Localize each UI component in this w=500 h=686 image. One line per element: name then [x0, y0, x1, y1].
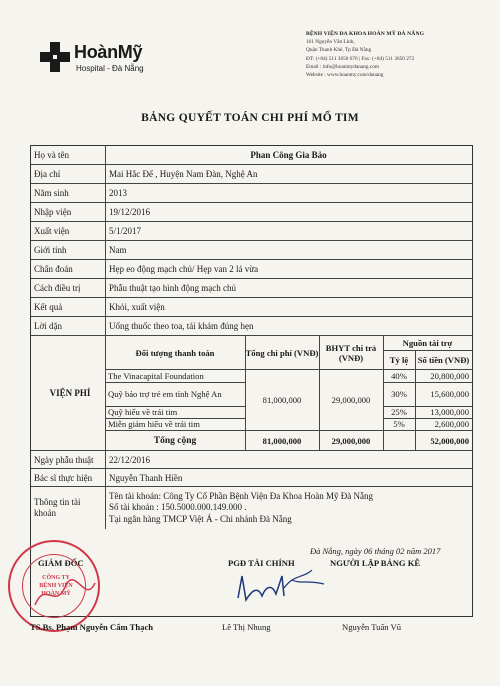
col-sponsor: Nguồn tài trợ [402, 338, 453, 348]
address-label: Địa chỉ [34, 169, 61, 179]
result-label: Kết quả [34, 302, 63, 312]
total-cost-value: 81,000,000 [262, 394, 302, 405]
cross-logo-icon [40, 42, 70, 72]
row-surgery-date [31, 451, 472, 469]
discharge-value: 5/1/2017 [109, 226, 142, 236]
result-value: Khỏi, xuất viện [109, 302, 165, 312]
sponsor-rate-4: 5% [393, 419, 405, 429]
admit-value: 19/12/2016 [109, 207, 151, 217]
finance-signature [232, 566, 332, 610]
hospital-address-1: 161 Nguyễn Văn Linh, [306, 39, 355, 46]
sum-label: Tổng cộng [153, 435, 197, 446]
doctor-value: Nguyễn Thanh Hiền [109, 472, 183, 483]
director-name: TS.Bs. Phạm Nguyễn Cẩm Thạch [30, 622, 154, 632]
hospital-email: Email : info@hoanmydanang.com [306, 63, 379, 70]
director-title: GIÁM ĐỐC [38, 558, 84, 568]
admit-label: Nhập viện [34, 207, 72, 217]
col-bhyt: BHYT chi trả (VNĐ) [325, 342, 377, 363]
sum-total: 81,000,000 [262, 435, 302, 446]
sponsor-rate-3: 25% [391, 407, 407, 417]
advice-value: Uống thuốc theo toa, tái khám đúng hẹn [109, 321, 254, 331]
sign-date: Đà Nẵng, ngày 06 tháng 02 năm 2017 [310, 546, 441, 556]
fees-label: VIỆN PHÍ [49, 388, 91, 398]
logo-subtitle: Hospital - Đà Nẵng [76, 64, 144, 73]
col-amount: Số tiền (VNĐ) [417, 354, 470, 365]
maker-title: NGƯỜI LẬP BẢNG KÊ [330, 558, 421, 568]
row-discharge [31, 222, 472, 241]
birth-value: 2013 [109, 188, 127, 198]
gender-value: Nam [109, 245, 127, 255]
hospital-logo [40, 40, 160, 80]
finance-title: PGĐ TÀI CHÍNH [228, 558, 295, 568]
col-payer: Đối tượng thanh toán [135, 347, 215, 358]
surgery-date-value: 22/12/2016 [109, 454, 151, 465]
diagnosis-label: Chẩn đoán [34, 264, 73, 274]
name-label: Họ và tên [34, 150, 69, 160]
sponsor-name-3: Quỹ hiếu về trái tim [108, 407, 178, 417]
row-name [31, 146, 472, 165]
logo-name: HoànMỹ [74, 42, 143, 62]
account-name: Tên tài khoản: Công Ty Cổ Phần Bệnh Viện Đa Khoa Hoàn Mỹ Đà Nẵng [109, 490, 373, 501]
sum-amount: 52,000,000 [430, 435, 469, 446]
row-birth [31, 184, 472, 203]
advice-label: Lời dặn [34, 321, 63, 331]
address-value: Mai Hắc Đế , Huyện Nam Đàn, Nghệ An [109, 169, 258, 179]
hospital-name: BỆNH VIỆN ĐA KHOA HOÀN MỸ ĐÀ NẴNG [306, 31, 425, 37]
account-details [109, 487, 373, 529]
row-advice [31, 317, 472, 336]
surgery-date-label: Ngày phẫu thuật [34, 454, 94, 465]
row-treatment [31, 279, 472, 298]
sponsor-amount-2: 15,600,000 [430, 389, 469, 399]
director-signature [30, 575, 100, 615]
hospital-address-2: Quận Thanh Khê, Tp Đà Nẵng [306, 47, 372, 54]
name-value: Phan Công Gia Bảo [250, 150, 327, 160]
discharge-label: Xuất viện [34, 226, 70, 236]
sum-bhyt: 29,000,000 [331, 435, 371, 446]
birth-label: Năm sinh [34, 188, 69, 198]
hospital-website: Website : www.hoanmy.com/danang [306, 72, 384, 79]
row-gender [31, 241, 472, 260]
hospital-phone: ĐT: (+84) 511 3650 676 | Fax: (+84) 511 3650 272 [306, 55, 415, 62]
col-rate: Tỷ lệ [389, 354, 409, 365]
row-diagnosis [31, 260, 472, 279]
sponsor-amount-3: 13,000,000 [430, 407, 469, 417]
col-total: Tổng chi phí (VNĐ) [245, 347, 319, 358]
row-account [31, 487, 472, 529]
sponsor-name-2: Quỹ bảo trợ trẻ em tỉnh Nghệ An [108, 389, 222, 399]
treatment-value: Phẫu thuật tạo hình động mạch chủ [109, 283, 236, 293]
maker-name: Nguyễn Tuấn Vũ [342, 622, 402, 632]
diagnosis-value: Hẹp eo động mạch chủ/ Hẹp van 2 lá vừa [109, 264, 259, 274]
stamp-text: CÔNG TY BỆNH VIỆN HOÀN MỸ [39, 575, 73, 597]
sponsor-name-4: Miễn giảm hiếu về trái tim [108, 419, 200, 429]
row-fees [31, 336, 472, 451]
doctor-label: Bác sĩ thực hiện [34, 472, 93, 483]
sponsor-rate-2: 30% [391, 389, 407, 399]
document-title: BẢNG QUYẾT TOÁN CHI PHÍ MỔ TIM [141, 112, 359, 124]
account-label: Thông tin tài khoản [34, 497, 81, 518]
row-address [31, 165, 472, 184]
row-doctor [31, 469, 472, 487]
sponsor-amount-4: 2,600,000 [434, 419, 469, 429]
row-result [31, 298, 472, 317]
sponsor-name-1: The Vinacapital Foundation [108, 370, 204, 381]
row-admit [31, 203, 472, 222]
sponsor-rate-1: 40% [391, 370, 407, 381]
account-bank: Tại ngân hàng TMCP Việt Á - Chi nhánh Đà Nẵng [109, 513, 292, 524]
treatment-label: Cách điều trị [34, 283, 81, 293]
gender-label: Giới tính [34, 245, 67, 255]
hospital-info [306, 30, 486, 79]
finance-name: Lê Thị Nhung [222, 622, 271, 632]
account-number: Số tài khoản : 150.5000.000.149.000 . [109, 502, 247, 513]
bhyt-value: 29,000,000 [331, 394, 371, 405]
sponsor-amount-1: 20,800,000 [430, 370, 469, 381]
